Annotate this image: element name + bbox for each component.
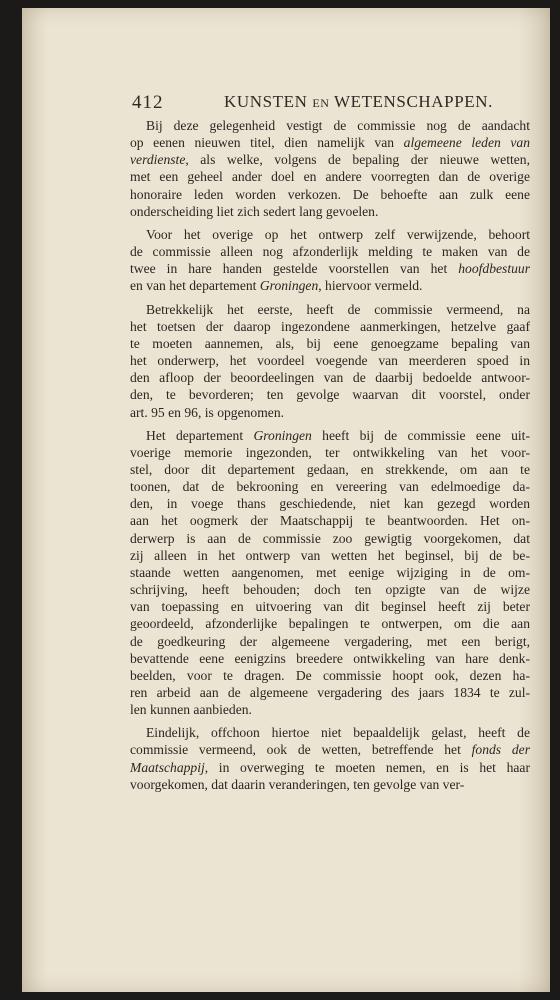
text-run: zij alleen in het ontwerp van wetten het beginsel, bij de be- (130, 547, 530, 563)
text-line (130, 260, 530, 277)
text-line (130, 478, 530, 495)
text-line (130, 117, 530, 134)
text-line (130, 724, 530, 741)
text-run: Het departement (146, 427, 254, 443)
text-line (130, 684, 530, 701)
text-line (130, 512, 530, 529)
text-line (130, 386, 530, 403)
text-line (130, 615, 530, 632)
italic-run: Maatschappij (130, 759, 205, 775)
text-line (130, 427, 530, 444)
running-head-word-2: EN (312, 96, 330, 110)
text-run: van toepassing en uitvoering van dit beginsel heeft zij beter (130, 599, 530, 615)
text-run: met een geheel ander doel en andere voorregten dan de overige (130, 169, 530, 185)
text-run: geoordeeld, afzonderlijke bepalingen te ontwerpen, om die aan (130, 616, 530, 632)
text-line (130, 667, 530, 684)
text-line (130, 318, 530, 335)
text-run: het onderwerp, het voordeel voegende van meerderen spoed in (130, 353, 530, 369)
text-run: onderscheiding liet zich sedert lang gevoelen. (130, 203, 379, 219)
text-run: de goedkeuring der algemeene vergadering, met een berigt, (130, 633, 530, 649)
text-line (130, 352, 530, 369)
text-run: op eenen nieuwen titel, dien namelijk van (130, 135, 404, 151)
text-line (130, 759, 530, 776)
text-run: te moeten aannemen, als, bij eene genoegzame bepaling van (130, 335, 530, 351)
text-line (130, 633, 530, 650)
text-run: honoraire leden worden verkozen. De behoefte aan zulk eene (130, 186, 530, 202)
text-line (130, 547, 530, 564)
text-line (130, 168, 530, 185)
text-line (130, 461, 530, 478)
text-line (130, 598, 530, 615)
text-line (130, 404, 530, 421)
text-run: de commissie alleen nog afzonderlijk melding te maken van de (130, 244, 530, 260)
italic-run: fonds der (471, 742, 530, 758)
paragraph (130, 226, 530, 295)
text-run: den afloop der beoordeelingen van de daarbij bedoelde antwoor- (130, 370, 530, 386)
paragraph (130, 117, 530, 220)
text-line (130, 741, 530, 758)
page-number: 412 (132, 92, 164, 113)
running-head (224, 92, 493, 112)
text-run: bevattende eene eenigzins breedere ontwikkeling van hare denk- (130, 650, 530, 666)
text-run: den, te bevorderen; ten gevolge waarvan dit voorstel, onder (130, 387, 530, 403)
text-line (130, 151, 530, 168)
text-line (130, 530, 530, 547)
text-run: voerige memorie ingezonden, ter ontwikkeling van het voor- (130, 444, 530, 460)
text-line (130, 203, 530, 220)
text-run: stel, door dit departement gedaan, en strekkende, om aan te (130, 461, 530, 477)
text-run: , hiervoor vermeld. (318, 278, 423, 294)
italic-run: Groningen (259, 278, 319, 294)
text-line (130, 277, 530, 294)
text-line (130, 650, 530, 667)
text-line (130, 186, 530, 203)
text-run: heeft bij de commissie eene uit- (311, 427, 530, 443)
text-run: derwerp is aan de commissie zoo gewigtig voorgekomen, dat (130, 530, 530, 546)
text-run: den, in voege thans geschiedende, niet kan gezegd worden (130, 496, 530, 512)
text-line (130, 335, 530, 352)
text-run: voorgekomen, dat daarin veranderingen, ten gevolge van ver- (130, 776, 465, 792)
text-run: , in overweging te moeten nemen, en is het haar (204, 759, 530, 775)
body-text (130, 117, 530, 793)
text-line (130, 444, 530, 461)
italic-run: Groningen (253, 427, 312, 443)
page-header (132, 92, 552, 116)
text-run: schrijving, heeft behouden; doch ten opzigte van de wijze (130, 582, 530, 598)
text-line (130, 495, 530, 512)
text-line (130, 243, 530, 260)
text-run: het toetsen der daarop ingezondene aanmerkingen, hetzelve gaaf (130, 318, 530, 334)
text-run: commissie vermeend, ook de wetten, betreffende het (130, 742, 472, 758)
text-line (130, 226, 530, 243)
text-line (130, 369, 530, 386)
text-run: staande wetten aangenomen, met eenige wijziging in de om- (130, 564, 530, 580)
paragraph (130, 724, 530, 793)
text-run: Eindelijk, offchoon hiertoe niet bepaaldelijk gelast, heeft de (146, 725, 530, 741)
italic-run: algemeene leden van (403, 135, 531, 151)
text-run: twee in hare handen gestelde voorstellen van het (130, 261, 459, 277)
running-head-word-1: KUNSTEN (224, 92, 308, 111)
text-line (130, 581, 530, 598)
text-run: beelden, voor te dragen. De commissie hoopt ook, dezen ha- (130, 667, 530, 683)
text-run: Bij deze gelegenheid vestigt de commissie nog de aandacht (146, 118, 530, 133)
paragraph (130, 427, 530, 719)
italic-run: verdienste (130, 152, 186, 168)
text-run: ren arbeid aan de algemeene vergadering des jaars 1834 te zul- (130, 685, 530, 700)
text-line (130, 564, 530, 581)
text-run: toonen, dat de bekrooning en vereering van edelmoedige da- (130, 479, 530, 495)
text-run: Voor het overige op het ontwerp zelf verwijzende, behoort (146, 226, 530, 242)
text-line (130, 301, 530, 318)
text-run: len kunnen aanbieden. (130, 702, 252, 718)
running-head-word-3: WETENSCHAPPEN. (333, 92, 493, 111)
text-run: , als welke, volgens de bepaling der nieuwe wetten, (185, 152, 530, 168)
text-line (130, 134, 530, 151)
text-run: aan het oogmerk der Maatschappij te beantwoorden. Het on- (130, 513, 530, 529)
text-run: art. 95 en 96, is opgenomen. (130, 404, 285, 420)
paragraph (130, 301, 530, 421)
italic-run: hoofdbestuur (458, 261, 530, 277)
text-line (130, 776, 530, 793)
text-run: en van het departement (130, 278, 260, 294)
text-line (130, 701, 530, 718)
text-run: Betrekkelijk het eerste, heeft de commissie vermeend, na (146, 301, 530, 317)
